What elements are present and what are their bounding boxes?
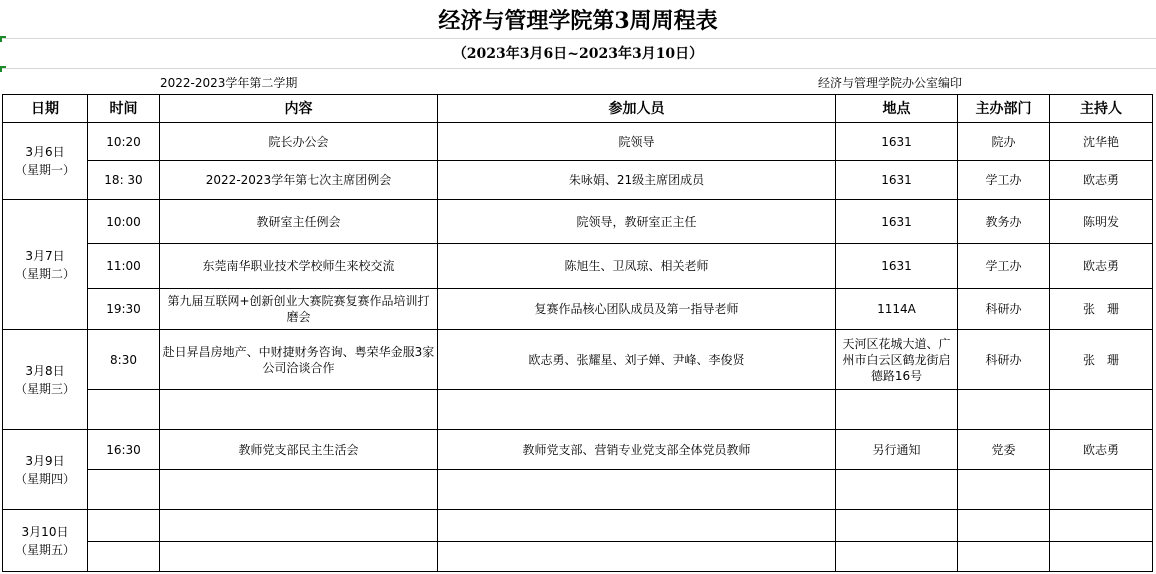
content-cell: [160, 390, 438, 430]
date-cell: [3, 330, 88, 430]
host-cell: 欧志勇: [1050, 161, 1153, 200]
date-cell: [3, 510, 88, 572]
editor-label: 经济与管理学院办公室编印: [817, 75, 962, 90]
table-row: [3, 542, 1153, 572]
weekday-label: （星期二）: [14, 266, 75, 281]
table-row: [3, 244, 1153, 289]
time-cell: 10:20: [88, 123, 160, 161]
location-cell: [836, 510, 958, 542]
participants-cell: 陈旭生、卫凤琼、相关老师: [438, 244, 836, 289]
location-cell: 1631: [836, 200, 958, 244]
time-cell: 16:30: [88, 430, 160, 470]
content-cell: 东莞南华职业技术学校师生来校交流: [160, 244, 438, 289]
time-cell: [88, 510, 160, 542]
date-cell: [3, 430, 88, 510]
date-cell: [3, 200, 88, 330]
table-row: [3, 330, 1153, 390]
header-participants: 参加人员: [438, 95, 836, 123]
weekday-label: （星期四）: [14, 471, 75, 486]
department-cell: 教务办: [958, 200, 1050, 244]
time-cell: 19:30: [88, 289, 160, 330]
content-cell: 教研室主任例会: [160, 200, 438, 244]
content-cell: 教师党支部民主生活会: [160, 430, 438, 470]
host-cell: 欧志勇: [1050, 244, 1153, 289]
host-cell: 张 珊: [1050, 289, 1153, 330]
participants-cell: [438, 510, 836, 542]
semester-label: 2022-2023学年第二学期: [160, 75, 298, 90]
schedule-table: [2, 94, 1153, 572]
department-cell: 党委: [958, 430, 1050, 470]
participants-cell: [438, 470, 836, 510]
participants-cell: 朱咏娟、21级主席团成员: [438, 161, 836, 200]
department-cell: 院办: [958, 123, 1050, 161]
participants-cell: [438, 542, 836, 572]
time-cell: 18: 30: [88, 161, 160, 200]
content-cell: [160, 470, 438, 510]
date-label: 3月8日: [25, 363, 65, 378]
date-label: 3月10日: [21, 524, 69, 539]
participants-cell: 院领导，教研室正主任: [438, 200, 836, 244]
time-cell: 8:30: [88, 330, 160, 390]
content-cell: 赴日昇昌房地产、中财捷财务咨询、粤荣华金服3家公司洽谈合作: [160, 330, 438, 390]
content-cell: 2022-2023学年第七次主席团例会: [160, 161, 438, 200]
department-cell: [958, 542, 1050, 572]
location-cell: 1114A: [836, 289, 958, 330]
host-cell: 欧志勇: [1050, 430, 1153, 470]
header-content: 内容: [160, 95, 438, 123]
location-cell: 1631: [836, 123, 958, 161]
weekday-label: （星期一）: [14, 163, 75, 177]
date-cell: [3, 123, 88, 200]
table-row: [3, 289, 1153, 330]
time-cell: [88, 390, 160, 430]
host-cell: 陈明发: [1050, 200, 1153, 244]
participants-cell: 院领导: [438, 123, 836, 161]
participants-cell: 复赛作品核心团队成员及第一指导老师: [438, 289, 836, 330]
time-cell: 11:00: [88, 244, 160, 289]
department-cell: [958, 510, 1050, 542]
location-cell: 另行通知: [836, 430, 958, 470]
table-row: [3, 200, 1153, 244]
content-cell: 第九届互联网+创新创业大赛院赛复赛作品培训打磨会: [160, 289, 438, 330]
department-cell: [958, 470, 1050, 510]
host-cell: [1050, 542, 1153, 572]
host-cell: [1050, 470, 1153, 510]
department-cell: [958, 390, 1050, 430]
time-cell: 10:00: [88, 200, 160, 244]
table-row: [3, 161, 1153, 200]
table-row: [3, 470, 1153, 510]
location-cell: [836, 470, 958, 510]
department-cell: 科研办: [958, 289, 1050, 330]
content-cell: [160, 542, 438, 572]
location-cell: 天河区花城大道、广州市白云区鹤龙街启德路16号: [836, 330, 958, 390]
header-department: 主办部门: [958, 95, 1050, 123]
location-cell: [836, 390, 958, 430]
header-location: 地点: [836, 95, 958, 123]
time-cell: [88, 542, 160, 572]
table-row: [3, 510, 1153, 542]
date-label: 3月7日: [25, 248, 65, 263]
date-label: 3月9日: [25, 453, 65, 468]
host-cell: [1050, 390, 1153, 430]
header-row: [3, 95, 1153, 123]
weekday-label: （星期三）: [14, 381, 75, 396]
content-cell: [160, 510, 438, 542]
content-cell: 院长办公会: [160, 123, 438, 161]
table-row: [3, 430, 1153, 470]
host-cell: [1050, 510, 1153, 542]
host-cell: 张 珊: [1050, 330, 1153, 390]
date-label: 3月6日: [25, 145, 65, 159]
department-cell: 科研办: [958, 330, 1050, 390]
participants-cell: [438, 390, 836, 430]
header-date: 日期: [3, 95, 88, 123]
location-cell: [836, 542, 958, 572]
date-range-subtitle: （2023年3月6日~2023年3月10日）: [452, 46, 704, 62]
page-title: 经济与管理学院第3周周程表: [438, 7, 718, 34]
location-cell: 1631: [836, 161, 958, 200]
host-cell: 沈华艳: [1050, 123, 1153, 161]
participants-cell: 教师党支部、营销专业党支部全体党员教师: [438, 430, 836, 470]
department-cell: 学工办: [958, 244, 1050, 289]
participants-cell: 欧志勇、张耀星、刘子婵、尹峰、李俊贤: [438, 330, 836, 390]
department-cell: 学工办: [958, 161, 1050, 200]
time-cell: [88, 470, 160, 510]
header-host: 主持人: [1050, 95, 1153, 123]
header-time: 时间: [88, 95, 160, 123]
table-row: [3, 390, 1153, 430]
weekday-label: （星期五）: [14, 542, 75, 557]
table-row: [3, 123, 1153, 161]
location-cell: 1631: [836, 244, 958, 289]
